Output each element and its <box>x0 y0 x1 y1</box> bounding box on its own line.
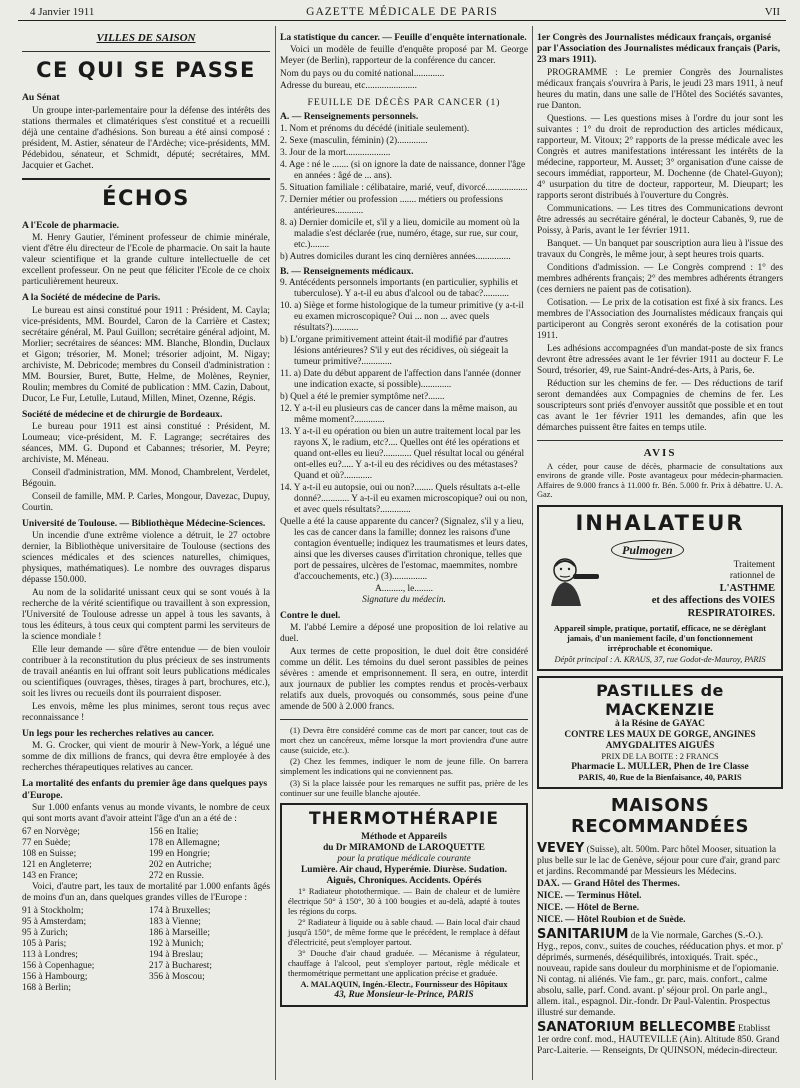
ad-line: à la Résine de GAYAC <box>615 719 705 730</box>
form-item: 9. Antécédents personnels importants (en particulier, syphilis et tuberculose). Y a-t-il eu abus d'alcool ou de tabac?........... <box>280 277 518 299</box>
form-line: Nom du pays ou du comité national............. <box>280 69 445 80</box>
pastilles-ad <box>537 676 783 789</box>
brand-badge: Pulmogen <box>611 540 684 560</box>
footnote: (1) Devra être considéré comme cas de mort par cancer, tout cas de mort chez un cancéreux, même lorsque la mort proviendra d'une autre cause (suicide, etc.). <box>280 725 528 755</box>
listing-entry <box>537 879 783 890</box>
article-text: Un groupe inter-parlementaire pour la défense des intérêts des stations thermales et climatériques s'est constitué et a recueilli déjà une centaine d'adhésions. Son bureau a été ainsi composé : président, M. Astier, sénateur de l'Ardèche; vice-présidents, MM. Pédebidou, sénateur, et Schmidt, député; secrétaires, MM. Jacquier et Gachet. <box>22 105 270 171</box>
form-section: A. — Renseignements personnels. <box>280 111 419 123</box>
table-cell: 95 à Zurich; <box>22 927 68 938</box>
table-cell: 202 en Autriche; <box>149 859 212 870</box>
ad-line: L'ASTHME <box>719 582 775 594</box>
inhalateur-ad <box>537 505 783 671</box>
ad-text: 1° Radiateur photothermique. — Bain de chaleur et de lumière électrique 50° à 150°, 30 à 100 bougies et au-delà, adapté à toutes les régions du corps. <box>288 887 520 916</box>
listing-text: — Hôtel Roubion et de Suède. <box>565 914 686 925</box>
ad-line: CONTRE LES MAUX DE GORGE, ANGINES <box>564 730 756 741</box>
ad-maker: A. MALAQUIN, Ingén.-Electr., Fournisseur des Hôpitaux <box>300 980 508 990</box>
article-title: Un legs pour les recherches relatives au cancer. <box>22 728 214 740</box>
thermotherapie-ad <box>280 803 528 1006</box>
table-cell: 194 à Breslau; <box>149 949 204 960</box>
divider <box>22 178 270 180</box>
avis-text: A céder, pour cause de décès, pharmacie de consultations aux environs de grande ville. Poste avantageux pour médecin-pharmacien. Affaires de 9.000 francs à 11.000 fr. Bén. 5.000 fr. Prix à débattre. U. A. Gaz. <box>537 461 783 500</box>
article-text: Questions. — Les questions mises à l'ordre du jour sont les suivantes : 1° du droit de reproduction des articles médicaux, rapporteur, M. Vitoux; 2° rapports de la presse médicale avec les Congrès et autres manifestations intéressant les intérêts de la médecine, rapporteur, M. Ausset; 3° organisation d'une caisse de secours immédiat, rapporteur, M. Dochenne (de Chatel-Guyon); 4° usurpation du titre de docteur, rapporteur, M. Dieupart; les rapports seront distribués à l'ouverture du Congrès. <box>537 113 783 201</box>
article-text: Réduction sur les chemins de fer. — Des réductions de tarif seront demandées aux Compagnies de chemins de fer. Les souscripteurs sont priés d'envoyer aussitôt que possible et en tout cas avant le 1er février 1911 les demandes, afin que les démarches puissent être faites en temps utile. <box>537 378 783 433</box>
form-item: 1. Nom et prénoms du décédé (initiale seulement). <box>280 123 470 134</box>
divider <box>280 719 528 720</box>
form-section: B. — Renseignements médicaux. <box>280 265 414 277</box>
listing-name: NICE. <box>537 902 563 913</box>
form-item: 13. Y a-t-il eu opération ou bien un autre traitement local par les rayons X, le radium, etc?.... Quelles ont été les opérations et quand ont-elles eu lieu?............ Quel résultat local ou général ont-elles eu?..... Y a-t-il eu des récidives ou des métastases? Quand et où?............ <box>280 426 525 481</box>
article-text: Aux termes de cette proposition, le duel doit être considéré comme un délit. Les témoins du duel seront passibles de peines sévères : amende et emprisonnement. Il sera, en outre, interdit aux journaux de publier les comptes rendus et procès-verbaux relatifs aux duels, provoqués ou consommés, sous peine d'une amende de 500 à 2.000 francs. <box>280 647 528 713</box>
article-text: Les envois, même les plus minimes, seront tous reçus avec reconnaissance ! <box>22 702 270 724</box>
article-title: Au Sénat <box>22 92 60 104</box>
signature-place: A........., le........ <box>374 583 434 594</box>
section-title: CE QUI SE PASSE <box>36 57 256 82</box>
ad-subtitle: du Dr MIRAMOND de LAROQUETTE <box>323 843 485 854</box>
mortality-table-cities <box>22 906 270 994</box>
listing-text: Etablisst 1er ordre conf. mod., HAUTEVILLE (Ain). Altitude 850. Grand Parc-Laiterie. — Renseignts, Dr QUINSON, médecin-directeur. <box>537 1024 780 1057</box>
article-title: A la Société de médecine de Paris. <box>22 292 161 304</box>
listing-entry <box>537 915 783 926</box>
form-item: 2. Sexe (masculin, féminin) (2)............. <box>280 135 428 146</box>
table-cell: 67 en Norvège; <box>22 826 80 837</box>
listing-name: SANATORIUM BELLECOMBE <box>537 1020 736 1036</box>
table-cell: 77 en Suède; <box>22 837 71 848</box>
footnote: (3) Si la place laissée pour les remarques ne suffit pas, prière de les continuer sur une feuille blanche ajoutée. <box>280 777 528 798</box>
signature-label: Signature du médecin. <box>362 594 446 605</box>
ad-address: 43, Rue Monsieur-le-Prince, PARIS <box>334 989 474 1000</box>
article-text: Conseil d'administration, MM. Monod, Chambrelent, Verdelet, Bégouin. <box>22 467 270 489</box>
ad-line: Aiguës, Chroniques. Accidents. Opérés <box>326 876 482 887</box>
article-text: PROGRAMME : Le premier Congrès des Journalistes médicaux français s'ouvrira à Paris, le jeudi 23 mars 1911, à neuf heures du matin, dans une salle de l'Hôtel des Sociétés savantes, rue Danton. <box>537 67 783 111</box>
article-text: Au nom de la solidarité unissant ceux qui se sont voués à la recherche de la vérité scientifique ou travaillent à son expression, l'Université de Toulouse adresse un appel à tous les savants, à tous les éditeurs, à tous ceux qui comptent parmi les serviteurs de la science mondiale ! <box>22 588 270 643</box>
article-text: M. l'abbé Lemire a déposé une proposition de loi relative au duel. <box>280 623 528 645</box>
table-cell: 156 en Italie; <box>149 826 199 837</box>
listing-text: — Hôtel de Berne. <box>565 902 640 913</box>
avis-title: AVIS <box>643 446 677 459</box>
form-item: 12. Y a-t-il eu plusieurs cas de cancer dans la même maison, au même moment?............. <box>280 403 518 425</box>
article-title: La statistique du cancer. — Feuille d'enquête internationale. <box>280 32 527 43</box>
section-kicker: VILLES DE SAISON <box>96 32 196 44</box>
article-text: Le bureau est ainsi constitué pour 1911 : Président, M. Cayla; vice-présidents, MM. Bourdel, Caron de la Carrière et Castex; secrétaire général, M. Paul Guillon; secrétaire général adjoint, M. Morlier; secrétaires de séances: MM. Blanche, Blondin, Duclaux et Gigon; trésorier, M. Monel; trésorier adjoint, M. Nigay; archiviste, M. Debricode; membres du Conseil d'administration : MM. Boursier, Buret, Butte, Helme, de Molènes, Reynier, Roulin; membres du Comité de publication : MM. Cazin, Dabout, Ducor, Le Fur, Letulle, Lutaud, Millen, Minet, Ozenne, Régis. <box>22 305 270 404</box>
ad-line: Pharmacie L. MULLER, Phen de 1re Classe <box>571 762 749 773</box>
table-cell: 186 à Marseille; <box>149 927 210 938</box>
form-item: 11. a) Date du début apparent de l'affection dans l'année (donner une indication exacte, si possible)............. <box>280 368 522 390</box>
page-header <box>18 6 786 21</box>
listing-name: SANITARIUM <box>537 926 629 942</box>
listing-name: NICE. <box>537 914 563 925</box>
article-title: A l'Ecole de pharmacie. <box>22 220 119 232</box>
article-title: Société de médecine et de chirurgie de Bordeaux. <box>22 408 223 420</box>
article-text: Voici un modèle de feuille d'enquête proposé par M. George Meyer (de Berlin), rapporteur de la conférence du cancer. <box>280 45 528 67</box>
header-title: GAZETTE MÉDICALE DE PARIS <box>306 6 498 18</box>
form-item: b) Autres domiciles durant les cinq dernières années............... <box>280 251 511 262</box>
article-title: La mortalité des enfants du premier âge dans quelques pays d'Europe. <box>22 778 268 801</box>
listing-text: — Terminus Hôtel. <box>565 890 642 901</box>
article-title: 1er Congrès des Journalistes médicaux français, organisé par l'Association des Journalistes médicaux français (Paris, 23 mars 1911). <box>537 32 781 66</box>
maisons-title: MAISONS RECOMMANDÉES <box>571 794 749 837</box>
table-cell: 121 en Angleterre; <box>22 859 92 870</box>
ad-subtitle: pour la pratique médicale courante <box>337 854 471 865</box>
form-item: 10. a) Siège et forme histologique de la tumeur primitive (y a-t-il eu examen microscopique? Oui ... non ... avec quels résultats?)........... <box>280 300 524 333</box>
ad-line: AMYGDALITES AIGUËS <box>605 741 715 752</box>
footnote: (2) Chez les femmes, indiquer le nom de jeune fille. On barrera simplement les indications qui ne conviennent pas. <box>280 756 528 777</box>
inhaler-figure-icon <box>545 552 605 608</box>
column-2 <box>280 28 528 1082</box>
form-item: 8. a) Dernier domicile et, s'il y a lieu, domicile au moment où la maladie s'est déclarée (rue, numéro, étage, sur rue, sur cour, etc.)........ <box>280 217 520 250</box>
ad-line: Lumière. Air chaud, Hyperémie. Diurèse. Sudation. <box>301 865 507 876</box>
listing-text: — Grand Hôtel des Thermes. <box>562 878 680 889</box>
article-text: Banquet. — Un banquet par souscription aura lieu à l'issue des travaux du Congrès, le même jour, à sept heures trois quarts. <box>537 238 783 260</box>
header-page: VII <box>764 6 780 18</box>
listing-entry <box>537 927 783 1019</box>
listing-entry <box>537 841 783 878</box>
ad-title: THERMOTHÉRAPIE <box>309 809 499 830</box>
listing-entry <box>537 1020 783 1057</box>
table-cell: 272 en Russie. <box>149 870 204 881</box>
column-divider <box>532 26 533 1080</box>
form-item: 4. Age : né le ....... (si on ignore la date de naissance, donner l'âge en années : âgé de ... ans). <box>280 159 526 181</box>
column-1 <box>22 28 270 1082</box>
ad-title: PASTILLES de MACKENZIE <box>596 680 724 719</box>
listing-name: VEVEY <box>537 840 585 856</box>
article-text: M. Henry Gautier, l'éminent professeur de chimie minérale, vient d'être élu directeur de l'Ecole de pharmacie. On sait la haute valeur scientifique et la grande culture intellectuelle de cet excellent professeur. On ne peut que féliciter l'Ecole de ce choix particulièrement heureux. <box>22 233 270 288</box>
form-item: Quelle a été la cause apparente du cancer? (Signalez, s'il y a lieu, les cas de cancer dans la famille; donnez les raisons d'une contagion éventuelle; indiquez les traumatismes et leurs dates, ainsi que les diverses causes d'irritation chronique, telles que port de pessaires, ulcères de l'estomac, maemmites, nombre d'accouchements, etc.) (3)............... <box>280 516 528 582</box>
article-text: Les adhésions accompagnées d'un mandat-poste de six francs devront être adressées avant le 1er février 1911 au docteur F. Le Sourd, trésorier, 49, rue Saint-André-des-Arts, à Paris, 6e. <box>537 343 783 376</box>
table-cell: 113 à Londres; <box>22 949 78 960</box>
form-item: 14. Y a-t-il eu autopsie, oui ou non?........ Quels résultats a-t-elle donné?............ Y a-t-il eu examen microscopique? oui ou non, et avec quels résultats?............. <box>280 482 528 515</box>
table-cell: 143 en France; <box>22 870 78 881</box>
table-cell: 199 en Hongrie; <box>149 848 210 859</box>
divider <box>537 440 783 441</box>
ad-text: 3° Douche d'air chaud graduée. — Mécanisme à régulateur, chauffage à l'alcool, peut s'employer partout, règle médicale et thermométrique permettant une application précise et graduée. <box>288 949 520 978</box>
article-text: Voici, d'autre part, les taux de mortalité par 1.000 enfants âgés de moins d'un an, dans quelques grandes villes de l'Europe : <box>22 881 270 903</box>
listing-name: DAX. <box>537 878 560 889</box>
ad-address: Dépôt principal : A. KRAUS, 37, rue Godot-de-Mauroy, PARIS <box>554 655 766 665</box>
form-item: 7. Dernier métier ou profession ....... métiers ou professions antérieures............ <box>280 194 503 216</box>
column-3 <box>537 28 783 1082</box>
ad-text: 2° Radiateur à liquide ou à sable chaud. — Bain local d'air chaud jusqu'à 150°, de même forme que le précédent, le remplace à défaut d'électricité, peut s'employer partout. <box>288 918 520 947</box>
form-item: 3. Jour de la mort................... <box>280 147 391 158</box>
column-divider <box>275 26 276 1080</box>
form-line: Adresse du bureau, etc...................... <box>280 81 417 92</box>
form-item: b) Quel a été le premier symptôme net?....... <box>280 391 445 402</box>
form-title: FEUILLE DE DÉCÈS PAR CANCER (1) <box>307 97 501 109</box>
mortality-table-countries <box>22 827 270 882</box>
table-cell: 178 en Allemagne; <box>149 837 220 848</box>
table-cell: 174 à Bruxelles; <box>149 905 211 916</box>
table-cell: 108 en Suisse; <box>22 848 77 859</box>
table-cell: 192 à Munich; <box>149 938 204 949</box>
form-item: 5. Situation familiale : célibataire, marié, veuf, divorcé.................. <box>280 182 528 193</box>
table-cell: 91 à Stockholm; <box>22 905 84 916</box>
listing-entry <box>537 903 783 914</box>
article-text: Un incendie d'une extrême violence a détruit, le 27 octobre dernier, la Bibliothèque universitaire de Toulouse (sections des sciences médicales et des sciences naturelles, chimiques, physiques, mathématiques). Le nombre des ouvrages disparus dépasse 150.000. <box>22 531 270 586</box>
article-title: Université de Toulouse. — Bibliothèque Médecine-Sciences. <box>22 517 266 529</box>
table-cell: 217 à Bucharest; <box>149 960 213 971</box>
table-cell: 168 à Berlin; <box>22 982 71 993</box>
article-text: Conditions d'admission. — Le Congrès comprend : 1° des membres adhérents français; 2° des membres adhérents étrangers (ces derniers ne paient pas de cotisation). <box>537 262 783 295</box>
article-text: Communications. — Les titres des Communications devront être adressés au secrétaire général, le docteur Cabanès, 9, rue de Poissy, à Paris, avant le 1er février 1911. <box>537 203 783 236</box>
article-text: Cotisation. — Le prix de la cotisation est fixé à six francs. Les membres de l'Association des Journalistes médicaux français qui participeront au Congrès seront exonérés de la cotisation pour 1911. <box>537 297 783 341</box>
ad-address: PARIS, 40, Rue de la Bienfaisance, 40, PARIS <box>578 773 742 783</box>
ad-title: INHALATEUR <box>575 511 745 536</box>
article-text: Le bureau pour 1911 est ainsi constitué : Président, M. Loumeau; vice-président, M. F. Lagrange; secrétaires des séances, MM. G. Dupond et Cabannes; trésorier, M. Peyre; archiviste, M. Méneau. <box>22 421 270 465</box>
article-text: Sur 1.000 enfants venus au monde vivants, le nombre de ceux qui sont morts avant d'avoir atteint l'âge d'un an a été de : <box>22 802 270 824</box>
table-cell: 156 à Hambourg; <box>22 971 88 982</box>
ad-line: Traitement <box>733 559 775 570</box>
ad-line: PRIX DE LA BOITE : 2 FRANCS <box>601 752 719 762</box>
echos-title: ÉCHOS <box>102 185 190 210</box>
ad-line: et des affections des VOIES <box>651 595 775 607</box>
ad-subtitle: Méthode et Appareils <box>361 832 447 843</box>
article-text: Elle leur demande — sûre d'être entendue — de bien vouloir contribuer à la reconstitution du plus précieux de ses instruments de travail anéantis en lui offrant soit leurs publications médicales ou scientifiques (ouvrages, thèses, tirages à part, brochures, etc.), soit les livres ou recueils dont ils pourraient disposer. <box>22 645 270 700</box>
divider <box>22 51 270 52</box>
table-cell: 105 à Paris; <box>22 938 67 949</box>
form-item: b) L'organe primitivement atteint était-il modifié par d'autres lésions antérieures? S'il y eut des récidives, où siégeait la tumeur primitive?............. <box>280 334 509 367</box>
listing-name: NICE. <box>537 890 563 901</box>
article-title: Contre le duel. <box>280 609 341 621</box>
listing-text: (Suisse), alt. 500m. Parc hôtel Mooser, situation la plus belle sur le lac de Genève, séjour pour cure d'air, grand parc et jardins. Recommandé par Messieurs les Médecins. <box>537 844 780 877</box>
article-text: M. G. Crocker, qui vient de mourir à New-York, a légué une somme de dix millions de francs, qui devra être employée à des recherches thérapeutiques relatives au cancer. <box>22 741 270 774</box>
listing-entry <box>537 891 783 902</box>
article-text: Conseil de famille, MM. P. Carles, Mongour, Davezac, Dupuy, Courtin. <box>22 491 270 513</box>
table-cell: 156 à Copenhague; <box>22 960 95 971</box>
table-cell: 95 à Amsterdam; <box>22 916 87 927</box>
table-cell: 183 à Vienne; <box>149 916 201 927</box>
ad-line: RESPIRATOIRES. <box>687 607 775 619</box>
table-cell: 356 à Moscou; <box>149 971 205 982</box>
header-date: 4 Janvier 1911 <box>30 6 95 18</box>
ad-text: Appareil simple, pratique, portatif, efficace, ne se dérèglant jamais, d'un maniement facile, d'un fonctionnement irréprochable et économique. <box>553 624 767 653</box>
ad-line: rationnel de <box>729 571 775 582</box>
ad-illustration-row <box>545 540 775 621</box>
listing-text: de la Vie normale, Garches (S.-O.). Hyg., repos, conv., suites de couches, rééducation phys. et mor. p' déprimés, surmenés, déséquilibrés, intoxiqués. Trait. spéc., nouveau, rapide sans douleur du morphinisme et de l'opiomanie. Ni contag. ni aliénés. Vie fam., gr. parc, mais. confort., calme absolu, salle, parf. Cond. avant. p' séjour prol. On parle angl., allem. ital., espagnol. Dir.-fondr. Dr Paul-Valentin. Prospectus illustré sur demande. <box>537 930 783 1019</box>
